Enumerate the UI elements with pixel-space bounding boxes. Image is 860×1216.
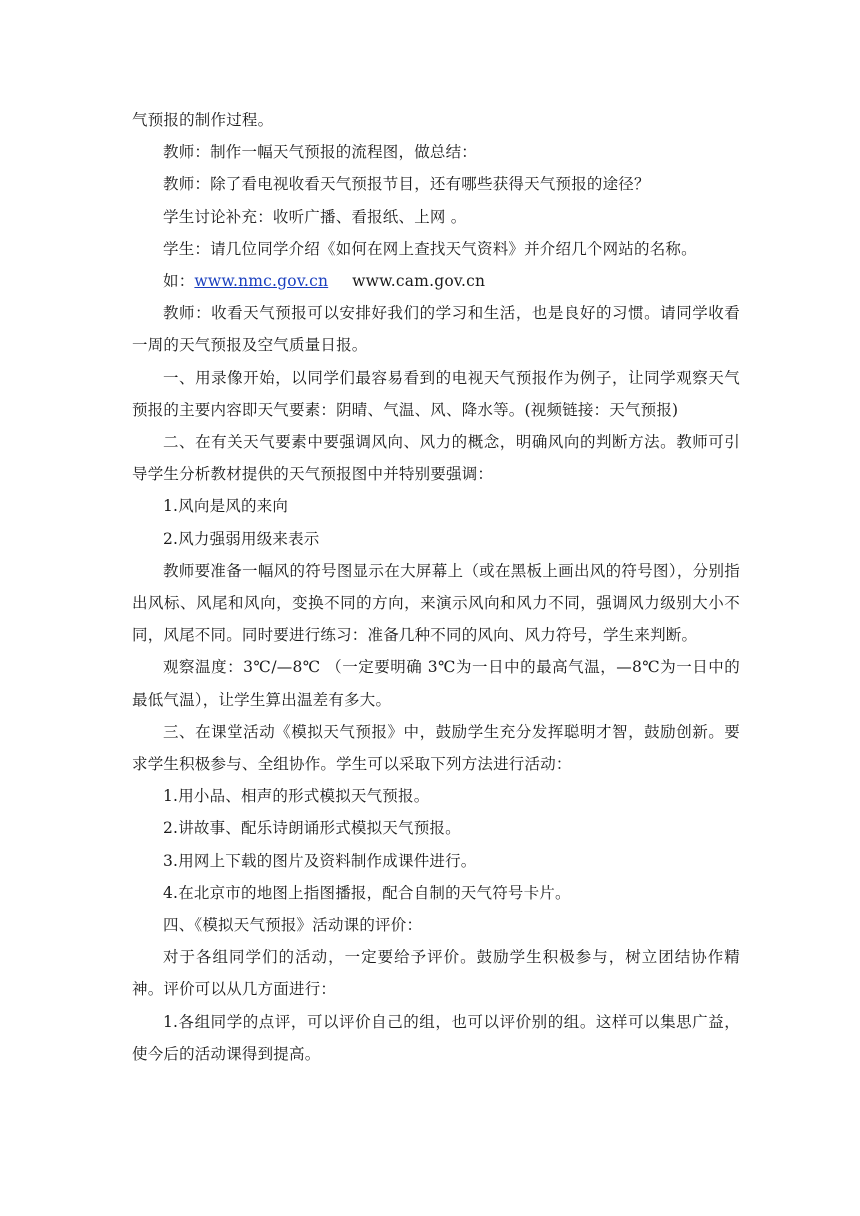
- paragraph-teacher-question: 教师：除了看电视收看天气预报节目，还有哪些获得天气预报的途径？: [163, 175, 650, 194]
- paragraph-continuation: 气预报的制作过程。: [132, 111, 274, 129]
- paragraph-website-links: [132, 265, 740, 297]
- paragraph-section-two: 二、在有关天气要素中要强调风向、风力的概念，明确风向的判断方法。教师可引导学生分析教材提供的天气预报图中并特别要强调：: [132, 433, 740, 484]
- list-item-method-4: 4.在北京市的地图上指图播报，配合自制的天气符号卡片。: [163, 883, 571, 902]
- nmc-website-link[interactable]: www.nmc.gov.cn: [194, 272, 329, 291]
- cam-website-text: www.cam.gov.cn: [352, 272, 486, 291]
- document-body: [132, 104, 740, 1070]
- paragraph-wind-symbol: 教师要准备一幅风的符号图显示在大屏幕上（或在黑板上画出风的符号图），分别指出风标、风尾和风向，变换不同的方向，来演示风向和风力不同，强调风力级别大小不同，风尾不同。同时要进行练习：准备几种不同的风向、风力符号，学生来判断。: [132, 561, 740, 645]
- paragraph-teacher-habit: 教师：收看天气预报可以安排好我们的学习和生活，也是良好的习惯。请同学收看一周的天气预报及空气质量日报。: [132, 304, 740, 355]
- list-item-wind-force: 2.风力强弱用级来表示: [163, 529, 320, 548]
- paragraph-section-three: 三、在课堂活动《模拟天气预报》中，鼓励学生充分发挥聪明才智，鼓励创新。要求学生积极参与、全组协作。学生可以采取下列方法进行活动：: [132, 722, 740, 774]
- paragraph-teacher-flowchart: 教师：制作一幅天气预报的流程图，做总结：: [163, 143, 478, 162]
- list-item-method-1: 1.用小品、相声的形式模拟天气预报。: [163, 787, 430, 806]
- list-item-wind-direction: 1.风向是风的来向: [163, 497, 289, 516]
- list-item-evaluation-1: 1.各组同学的点评，可以评价自己的组，也可以评价别的组。这样可以集思广益，使今后的活动课得到提高。: [132, 1012, 740, 1063]
- list-item-method-3: 3.用网上下载的图片及资料制作成课件进行。: [163, 851, 477, 870]
- paragraph-temperature: 观察温度：3℃/—8℃ （一定要明确 3℃为一日中的最高气温，—8℃为一日中的最低气温），让学生算出温差有多大。: [132, 658, 740, 709]
- paragraph-evaluation: 对于各组同学们的活动，一定要给予评价。鼓励学生积极参与，树立团结协作精神。评价可以从几方面进行：: [132, 948, 740, 999]
- paragraph-section-one: 一、用录像开始，以同学们最容易看到的电视天气预报作为例子，让同学观察天气预报的主要内容即天气要素：阴晴、气温、风、降水等。(视频链接：天气预报): [132, 368, 740, 419]
- paragraph-student-websites: 学生：请几位同学介绍《如何在网上查找天气资料》并介绍几个网站的名称。: [163, 239, 697, 258]
- list-item-method-2: 2.讲故事、配乐诗朗诵形式模拟天气预报。: [163, 819, 461, 838]
- paragraph-section-four: 四、《模拟天气预报》活动课的评价：: [163, 916, 423, 935]
- paragraph-student-discussion: 学生讨论补充：收听广播、看报纸、上网 。: [163, 207, 467, 226]
- links-prefix: 如：: [163, 272, 195, 291]
